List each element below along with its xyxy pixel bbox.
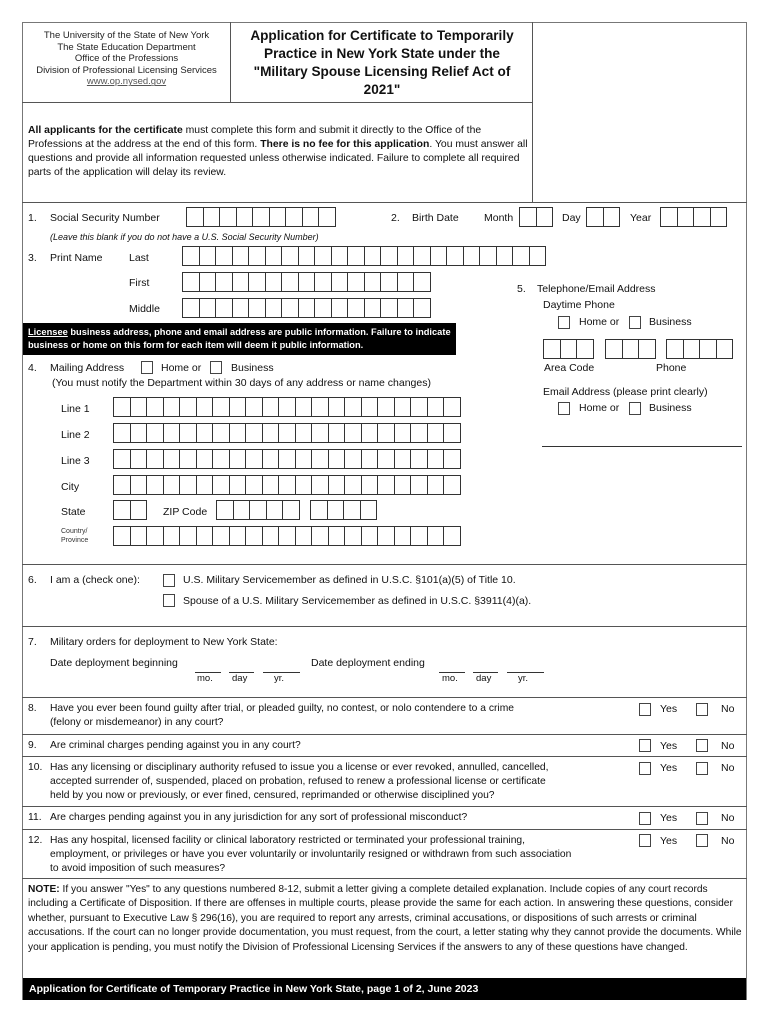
intro-bold-2: There is no fee for this application bbox=[260, 139, 430, 150]
q8-yes-label: Yes bbox=[660, 703, 678, 715]
email-home-label: Home or bbox=[579, 402, 620, 414]
spouse-option: Spouse of a U.S. Military Servicemember as defined in U.S.C. §3911(4)(a). bbox=[183, 595, 532, 607]
last-name-input[interactable] bbox=[182, 246, 545, 266]
deploy-begin-label: Date deployment beginning bbox=[50, 657, 178, 669]
q11-number: 11. bbox=[28, 812, 42, 823]
birth-day-label: Day bbox=[562, 212, 581, 224]
q5-label: Telephone/Email Address bbox=[537, 283, 656, 295]
section-rule-10 bbox=[22, 756, 747, 757]
first-name-label: First bbox=[129, 277, 150, 289]
q8-line: (felony or misdemeanor) in any court? bbox=[50, 717, 224, 728]
country-label-1: Country/ bbox=[61, 528, 88, 535]
birth-year-input[interactable] bbox=[660, 207, 726, 227]
header-divider bbox=[230, 22, 231, 102]
birth-year-label: Year bbox=[630, 212, 652, 224]
q8-number: 8. bbox=[28, 703, 37, 714]
office-use-divider bbox=[532, 22, 533, 202]
q6-number: 6. bbox=[28, 574, 37, 586]
email-business-label: Business bbox=[649, 402, 692, 414]
zip-input[interactable] bbox=[216, 500, 299, 520]
deploy-begin-yr-caption: yr. bbox=[274, 673, 285, 684]
first-name-input[interactable] bbox=[182, 272, 430, 292]
note-label: NOTE: bbox=[28, 884, 60, 895]
agency-line: Division of Professional Licensing Services bbox=[36, 64, 217, 76]
q11-yes-label: Yes bbox=[660, 812, 678, 824]
notice-underlined: Licensee bbox=[28, 327, 68, 337]
header-bottom-rule bbox=[22, 102, 532, 103]
q1-hint: (Leave this blank if you do not have a U.S. Social Security Number) bbox=[50, 232, 319, 242]
email-home-checkbox[interactable] bbox=[558, 402, 570, 415]
intro-bottom-rule bbox=[22, 202, 747, 203]
q2-number: 2. bbox=[391, 212, 400, 224]
country-label-2: Province bbox=[61, 537, 89, 544]
address-line3-input[interactable] bbox=[113, 449, 460, 469]
country-input[interactable] bbox=[113, 526, 460, 546]
intro-text bbox=[28, 124, 528, 180]
zip-label: ZIP Code bbox=[163, 506, 208, 518]
q6-label: I am a (check one): bbox=[50, 574, 140, 586]
q12-line: to avoid imposition of such measures? bbox=[50, 863, 226, 874]
intro-text-2: . You must answer all questions and provide all information requested unless otherwise indicated. Failure to complete all required parts of the application will delay its review. bbox=[28, 139, 528, 178]
section-rule-6 bbox=[22, 564, 747, 565]
q8-text bbox=[50, 702, 630, 730]
q9-text: Are criminal charges pending against you in any court? bbox=[50, 740, 301, 751]
deploy-end-mo-caption: mo. bbox=[442, 673, 458, 684]
phone-home-checkbox[interactable] bbox=[558, 316, 570, 329]
q8-line: Have you ever been found guilty after trial, or pleaded guilty, no contest, or nolo contendere to a crime bbox=[50, 703, 515, 714]
q12-number: 12. bbox=[28, 835, 43, 846]
phone-home-label: Home or bbox=[579, 316, 620, 328]
q1-label: Social Security Number bbox=[50, 212, 160, 224]
intro-bold-1: All applicants for the certificate bbox=[28, 125, 183, 136]
q11-text: Are charges pending against you in any jurisdiction for any sort of professional misconduct? bbox=[50, 812, 468, 823]
q8-no-label: No bbox=[721, 703, 735, 715]
q7-label: Military orders for deployment to New York State: bbox=[50, 636, 278, 648]
form-title: Application for Certificate to Temporarily Practice in New York State under the "Military Spouse Licensing Relief Act of 2021" bbox=[250, 28, 514, 97]
phone-prefix-input[interactable] bbox=[605, 339, 655, 359]
birth-day-input[interactable] bbox=[586, 207, 619, 227]
notice-text: business address, phone and email address are public information. Failure to indicate business or home on this form for each item will deem it public information. bbox=[28, 327, 451, 350]
state-input[interactable] bbox=[113, 500, 146, 520]
q7-number: 7. bbox=[28, 636, 37, 648]
note-paragraph bbox=[28, 883, 744, 955]
q10-line: Has any licensing or disciplinary authority refused to issue you a license or ever revoked, annulled, cancelled, bbox=[50, 762, 549, 773]
phone-line-input[interactable] bbox=[666, 339, 732, 359]
q9-number: 9. bbox=[28, 740, 37, 751]
deploy-begin-day-caption: day bbox=[232, 673, 248, 684]
q12-no-label: No bbox=[721, 835, 735, 847]
agency-block bbox=[23, 30, 230, 88]
address-line2-input[interactable] bbox=[113, 423, 460, 443]
q10-no-checkbox[interactable] bbox=[696, 762, 708, 775]
q10-yes-label: Yes bbox=[660, 762, 678, 774]
q11-yes-checkbox[interactable] bbox=[639, 812, 651, 825]
q10-no-label: No bbox=[721, 762, 735, 774]
email-input[interactable] bbox=[542, 446, 742, 447]
deploy-end-day-caption: day bbox=[476, 673, 492, 684]
q11-no-checkbox[interactable] bbox=[696, 812, 708, 825]
email-label: Email Address (please print clearly) bbox=[543, 386, 708, 398]
q10-number: 10. bbox=[28, 762, 43, 773]
state-label: State bbox=[61, 506, 86, 518]
section-rule-8 bbox=[22, 697, 747, 698]
agency-line: The State Education Department bbox=[57, 41, 196, 53]
mailing-home-label: Home or bbox=[161, 362, 202, 374]
q10-yes-checkbox[interactable] bbox=[639, 762, 651, 775]
phone-label: Phone bbox=[656, 362, 687, 374]
q3-number: 3. bbox=[28, 252, 37, 264]
q12-no-checkbox[interactable] bbox=[696, 834, 708, 847]
q4-label: Mailing Address bbox=[50, 362, 125, 374]
q12-yes-label: Yes bbox=[660, 835, 678, 847]
city-label: City bbox=[61, 481, 80, 493]
q12-text bbox=[50, 834, 635, 876]
mailing-home-checkbox[interactable] bbox=[141, 361, 153, 374]
mailing-business-label: Business bbox=[231, 362, 274, 374]
q8-yes-checkbox[interactable] bbox=[639, 703, 651, 716]
q10-line: held by you now or previously, or ever fined, censured, reprimanded or otherwise disciplined you? bbox=[50, 790, 495, 801]
q12-line: employment, or privileges or have you ever voluntarily or involuntarily resigned or withdrawn from such association bbox=[50, 849, 572, 860]
ssn-input[interactable] bbox=[186, 207, 335, 227]
website-link[interactable]: www.op.nysed.gov bbox=[86, 76, 167, 88]
q12-yes-checkbox[interactable] bbox=[639, 834, 651, 847]
page-footer: Application for Certificate of Temporary Practice in New York State, page 1 of 2, June 2023 bbox=[23, 978, 746, 1000]
daytime-phone-label: Daytime Phone bbox=[543, 299, 615, 311]
birth-month-input[interactable] bbox=[519, 207, 552, 227]
section-rule-9 bbox=[22, 734, 747, 735]
note-text: If you answer "Yes" to any questions numbered 8-12, submit a letter giving a complete detailed explanation. Include copies of any court records including a Certificate of Disposition. If there are offenses in multiple courts, please provide the same for each action. In answering these questions, consider whether, pursuant to Executive Law § 296(16), you are required to report any arrests, criminal accusations, or dispositions of such arrests or criminal accusations. If the court can no longer provide documentation, you must request, from the court, a letter stating why they cannot provide the documents. While your application is pending, you must notify the Division of Professional Licensing Services if the answers to any of these questions have changed. bbox=[28, 884, 742, 953]
area-code-input[interactable] bbox=[543, 339, 593, 359]
q9-yes-label: Yes bbox=[660, 740, 678, 752]
intro-text-1: must complete this form and submit it directly to the Office of the Professions at the address at the end of this form. bbox=[28, 125, 482, 150]
q9-no-label: No bbox=[721, 740, 735, 752]
q8-no-checkbox[interactable] bbox=[696, 703, 708, 716]
address-line1-input[interactable] bbox=[113, 397, 460, 417]
birth-month-label: Month bbox=[484, 212, 514, 224]
agency-line: The University of the State of New York bbox=[43, 30, 210, 41]
area-code-label: Area Code bbox=[544, 362, 595, 374]
q3-label: Print Name bbox=[50, 252, 103, 264]
agency-line: Office of the Professions bbox=[74, 53, 179, 65]
q5-number: 5. bbox=[517, 283, 526, 295]
spouse-checkbox[interactable] bbox=[163, 594, 175, 607]
q11-no-label: No bbox=[721, 812, 735, 824]
middle-name-label: Middle bbox=[129, 303, 160, 315]
middle-name-input[interactable] bbox=[182, 298, 430, 318]
section-rule-7 bbox=[22, 626, 747, 627]
section-rule-11 bbox=[22, 806, 747, 807]
q10-text bbox=[50, 761, 630, 803]
last-name-label: Last bbox=[129, 252, 149, 264]
phone-business-checkbox[interactable] bbox=[629, 316, 641, 329]
note-top-rule bbox=[22, 878, 747, 879]
q2-label: Birth Date bbox=[412, 212, 459, 224]
mailing-business-checkbox[interactable] bbox=[210, 361, 222, 374]
q9-yes-checkbox[interactable] bbox=[639, 739, 651, 752]
deploy-begin-mo-caption: mo. bbox=[197, 673, 213, 684]
q10-line: accepted surrender of, suspended, placed on probation, refused to renew a professional license or certificate bbox=[50, 776, 546, 787]
q9-no-checkbox[interactable] bbox=[696, 739, 708, 752]
public-info-notice bbox=[23, 323, 456, 355]
q4-hint: (You must notify the Department within 30 days of any address or name changes) bbox=[52, 377, 431, 389]
servicemember-checkbox[interactable] bbox=[163, 574, 175, 587]
line3-label: Line 3 bbox=[61, 455, 90, 467]
q4-number: 4. bbox=[28, 362, 37, 374]
zip-plus4-input[interactable] bbox=[310, 500, 376, 520]
line1-label: Line 1 bbox=[61, 403, 90, 415]
city-input[interactable] bbox=[113, 475, 460, 495]
q1-number: 1. bbox=[28, 212, 37, 224]
email-business-checkbox[interactable] bbox=[629, 402, 641, 415]
deploy-end-label: Date deployment ending bbox=[311, 657, 425, 669]
section-rule-12 bbox=[22, 829, 747, 830]
q12-line: Has any hospital, licensed facility or clinical laboratory restricted or terminated your professional training, bbox=[50, 835, 526, 846]
deploy-end-yr-caption: yr. bbox=[518, 673, 529, 684]
servicemember-option: U.S. Military Servicemember as defined in U.S.C. §101(a)(5) of Title 10. bbox=[183, 574, 516, 586]
line2-label: Line 2 bbox=[61, 429, 90, 441]
phone-business-label: Business bbox=[649, 316, 692, 328]
